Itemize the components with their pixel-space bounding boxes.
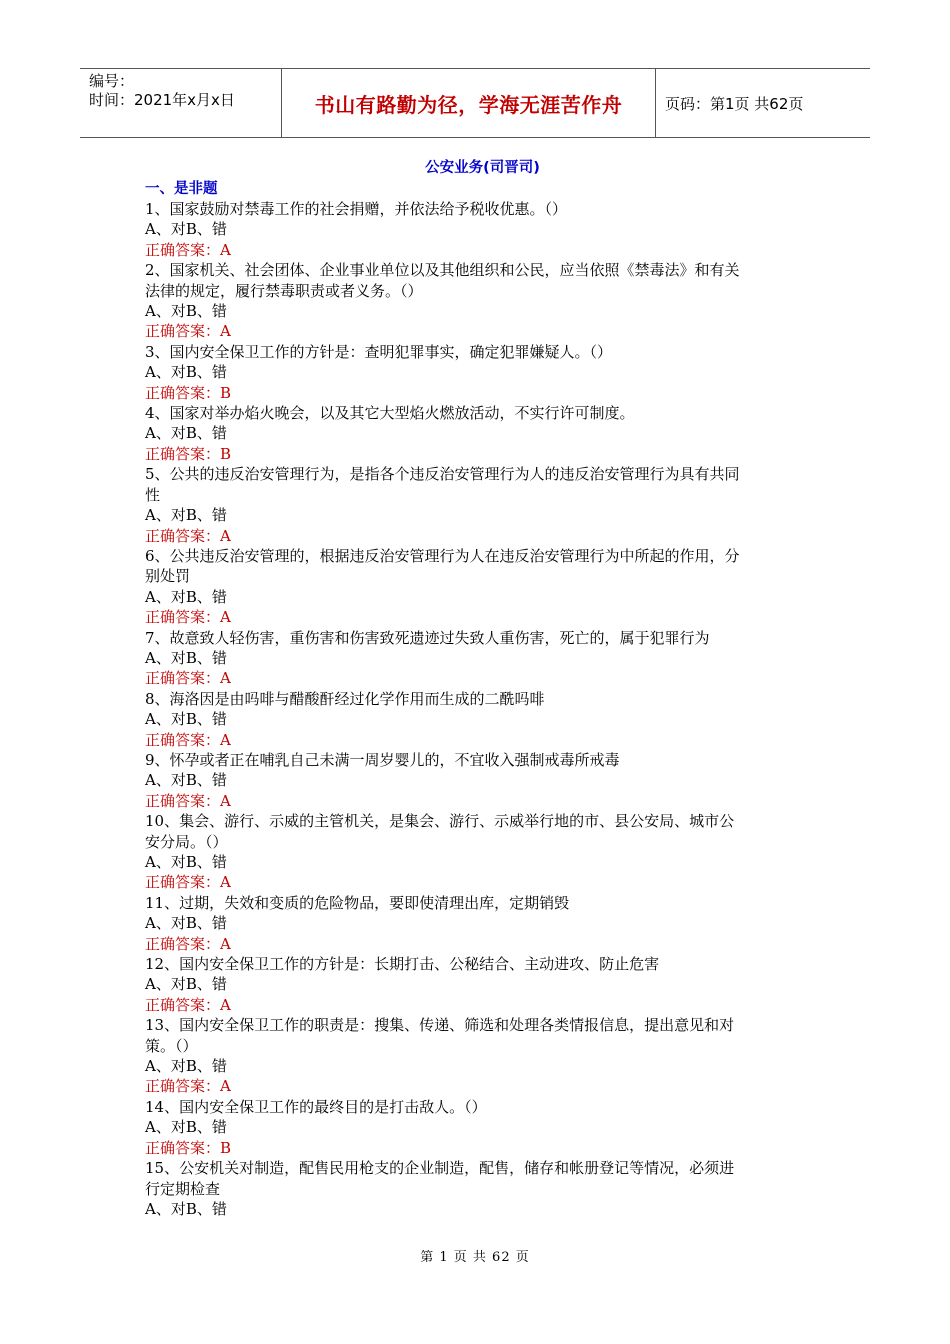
question-line: 4、国家对举办焰火晚会，以及其它大型焰火燃放活动，不实行许可制度。 xyxy=(145,404,635,423)
answer-line: 正确答案：A xyxy=(145,995,231,1014)
question-line: 12、国内安全保卫工作的方针是：长期打击、公秘结合、主动进攻、防止危害 xyxy=(145,955,660,974)
answer-line: 正确答案：B xyxy=(145,444,232,463)
answer-line: 正确答案：B xyxy=(145,1138,232,1157)
answer-line: 正确答案：A xyxy=(145,730,231,749)
question-line: 11、过期，失效和变质的危险物品，要即使清理出库，定期销毁 xyxy=(145,893,570,912)
options-line: A、对B、错 xyxy=(145,1057,227,1076)
options-line: A、对B、错 xyxy=(145,1118,227,1137)
question-line: 9、怀孕或者正在哺乳自己未满一周岁婴儿的，不宜收入强制戒毒所戒毒 xyxy=(145,750,620,769)
number-label: 编号： xyxy=(89,72,135,90)
answer-line: 正确答案：A xyxy=(145,873,231,892)
answer-line: 正确答案：A xyxy=(145,934,231,953)
section-title: 一、是非题 xyxy=(145,181,218,197)
question-line: 法律的规定，履行禁毒职责或者义务。（） xyxy=(145,281,423,300)
options-line: A、对B、错 xyxy=(145,975,227,994)
question-line: 15、公安机关对制造，配售民用枪支的企业制造，配售，储存和帐册登记等情况，必须进 xyxy=(145,1159,735,1178)
options-line: A、对B、错 xyxy=(145,302,227,321)
question-line: 安分局。（） xyxy=(145,832,228,851)
header-left-cell xyxy=(80,69,280,137)
answer-line: 正确答案：A xyxy=(145,240,231,259)
document-title: 公安业务(司晋司) xyxy=(425,160,540,176)
question-line: 7、故意致人轻伤害，重伤害和伤害致死遗迹过失致人重伤害，死亡的，属于犯罪行为 xyxy=(145,628,710,647)
question-line: 别处罚 xyxy=(145,567,191,586)
options-line: A、对B、错 xyxy=(145,771,227,790)
page-header xyxy=(80,68,870,138)
question-line: 14、国内安全保卫工作的最终目的是打击敌人。（） xyxy=(145,1097,487,1116)
motto-text: 书山有路勤为径，学海无涯苦作舟 xyxy=(314,92,623,117)
page-info-text: 页码：第1页 共62页 xyxy=(665,94,804,113)
options-line: A、对B、错 xyxy=(145,424,227,443)
question-line: 性 xyxy=(145,485,161,504)
question-line: 策。（） xyxy=(145,1036,198,1055)
options-line: A、对B、错 xyxy=(145,710,227,729)
document-body xyxy=(145,158,810,1219)
question-line: 3、国内安全保卫工作的方针是：查明犯罪事实，确定犯罪嫌疑人。（） xyxy=(145,342,613,361)
options-line: A、对B、错 xyxy=(145,506,227,525)
options-line: A、对B、错 xyxy=(145,853,227,871)
question-line: 行定期检查 xyxy=(145,1179,221,1198)
question-line: 8、海洛因是由吗啡与醋酸酐经过化学作用而生成的二酰吗啡 xyxy=(145,689,545,708)
options-line: A、对B、错 xyxy=(145,1199,227,1218)
page-info-cell xyxy=(655,69,870,137)
answer-line: 正确答案：A xyxy=(145,322,231,341)
question-line: 10、集会、游行、示威的主管机关，是集会、游行、示威举行地的市、县公安局、城市公 xyxy=(145,812,735,831)
question-line: 13、国内安全保卫工作的职责是：搜集、传递、筛选和处理各类情报信息，提出意见和对 xyxy=(145,1016,735,1035)
question-list xyxy=(145,199,810,1219)
motto-cell xyxy=(281,69,656,137)
answer-line: 正确答案：A xyxy=(145,669,231,688)
options-line: A、对B、错 xyxy=(145,587,227,606)
answer-line: 正确答案：A xyxy=(145,791,231,810)
answer-line: 正确答案：A xyxy=(145,1077,231,1096)
page-footer: 第 1 页 共 62 页 xyxy=(420,1250,530,1265)
options-line: A、对B、错 xyxy=(145,914,227,933)
options-line: A、对B、错 xyxy=(145,363,227,382)
question-line: 6、公共违反治安管理的，根据违反治安管理行为人在违反治安管理行为中所起的作用，分 xyxy=(145,546,740,565)
options-line: A、对B、错 xyxy=(145,648,227,667)
question-line: 1、国家鼓励对禁毒工作的社会捐赠，并依法给予税收优惠。（） xyxy=(145,200,568,218)
question-line: 2、国家机关、社会团体、企业事业单位以及其他组织和公民，应当依照《禁毒法》和有关 xyxy=(145,261,740,280)
answer-line: 正确答案：A xyxy=(145,526,231,545)
answer-line: 正确答案：B xyxy=(145,383,232,402)
options-line: A、对B、错 xyxy=(145,220,227,239)
answer-line: 正确答案：A xyxy=(145,608,231,627)
time-label: 时间：2021年x月x日 xyxy=(89,91,235,109)
question-line: 5、公共的违反治安管理行为，是指各个违反治安管理行为人的违反治安管理行为具有共同 xyxy=(145,465,740,484)
